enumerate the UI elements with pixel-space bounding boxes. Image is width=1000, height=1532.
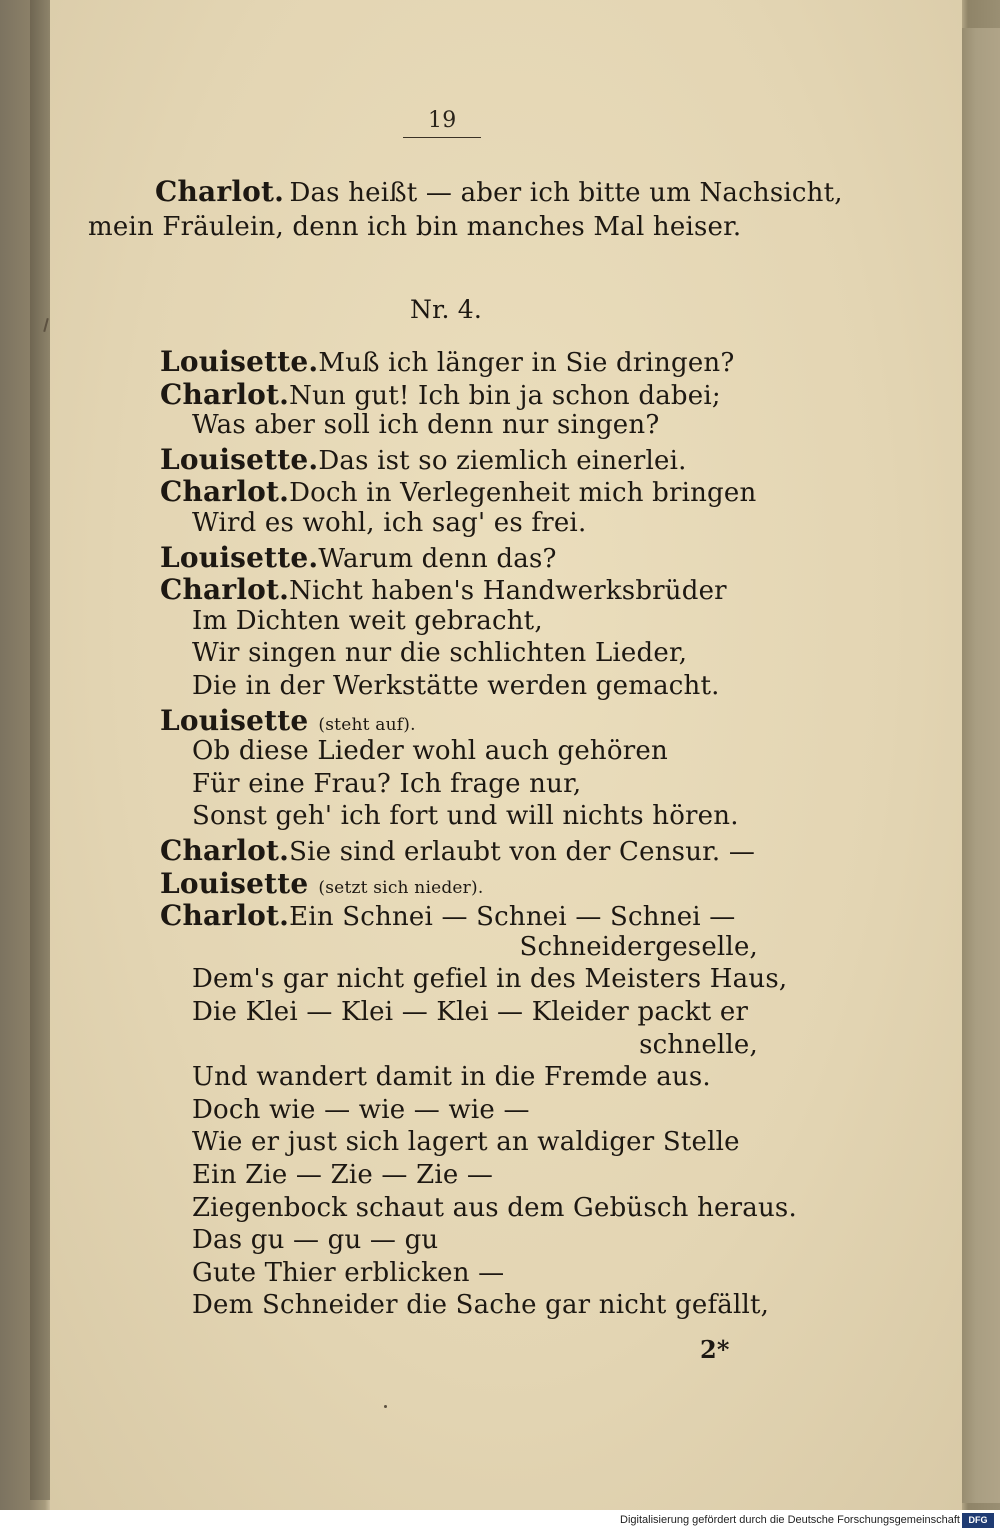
dialogue-text: Sonst geh' ich fort und will nichts hören.	[192, 801, 739, 832]
verse-line	[192, 638, 687, 668]
dialogue-text: Im Dichten weit gebracht,	[192, 605, 543, 636]
dialogue-text: Ziegenbock schaut aus dem Gebüsch heraus.	[192, 1192, 797, 1223]
dialogue-text: Und wandert damit in die Fremde aus.	[192, 1062, 711, 1093]
dialogue-text: Gute Thier erblicken —	[192, 1257, 505, 1288]
verse-line	[192, 997, 748, 1027]
section-heading: Nr. 4.	[410, 295, 483, 324]
verse-line	[639, 1030, 758, 1060]
verse-line	[160, 443, 687, 476]
verse-line	[160, 345, 735, 378]
dialogue-text: Ein Zie — Zie — Zie —	[192, 1160, 494, 1190]
page-number: 19	[428, 108, 457, 133]
speaker-name: Louisette.	[160, 540, 319, 574]
dialogue-text: Ein Schnei — Schnei — Schnei —	[289, 902, 736, 933]
speaker-name: Charlot.	[160, 834, 290, 867]
dialogue-text: Was aber soll ich denn nur singen?	[192, 410, 660, 441]
dialogue-text: Das heißt — aber ich bitte um Nachsicht,	[289, 178, 843, 208]
verse-line	[160, 475, 756, 508]
dfg-logo: DFG	[962, 1513, 994, 1528]
book-edge-left	[30, 0, 50, 1500]
speaker-name: Louisette.	[160, 442, 319, 476]
dialogue-text: Muß ich länger in Sie dringen?	[318, 348, 735, 378]
dialogue-text: Dem's gar nicht gefiel in des Meisters Haus,	[192, 964, 788, 995]
intro-line	[155, 175, 843, 208]
verse-line	[192, 1127, 740, 1157]
dialogue-text: Wie er just sich lagert an waldiger Stelle	[192, 1127, 740, 1158]
verse-line	[192, 801, 739, 831]
verse-line	[160, 541, 557, 574]
dialogue-text: Das gu — gu — gu	[192, 1225, 439, 1256]
speaker-name: Charlot.	[160, 573, 290, 607]
verse-line	[160, 573, 727, 606]
page-number-rule	[403, 137, 481, 138]
dialogue-text: Das ist so ziemlich einerlei.	[318, 445, 687, 476]
dialogue-text: schnelle,	[639, 1029, 758, 1060]
dialogue-text: Die in der Werkstätte werden gemacht.	[192, 671, 720, 701]
verse-line	[192, 410, 659, 440]
dialogue-text: Warum denn das?	[318, 543, 557, 574]
verse-line	[192, 1290, 769, 1320]
signature-mark: 2*	[700, 1335, 730, 1364]
ink-speck	[384, 1405, 387, 1408]
verse-line	[192, 1160, 493, 1190]
speaker-name: Charlot.	[160, 899, 290, 933]
stage-direction: (steht auf).	[318, 714, 416, 735]
dialogue-text: Ob diese Lieder wohl auch gehören	[192, 736, 668, 767]
verse-line	[160, 867, 483, 900]
speaker-name: Charlot.	[155, 175, 285, 208]
footer-credit: Digitalisierung gefördert durch die Deutsche Forschungsgemeinschaft	[620, 1514, 960, 1526]
speaker-name: Charlot.	[160, 475, 290, 509]
dialogue-text: Die Klei — Klei — Klei — Kleider packt er	[192, 997, 749, 1027]
verse-line	[160, 834, 755, 867]
verse-line	[192, 964, 787, 994]
book-edge-right	[960, 28, 1000, 1503]
speaker-name: Louisette.	[160, 345, 319, 378]
verse-line	[192, 1095, 530, 1125]
verse-line	[192, 769, 581, 799]
dialogue-text: Doch wie — wie — wie —	[192, 1094, 530, 1125]
verse-line	[520, 932, 758, 962]
speaker-name: Louisette	[160, 866, 309, 900]
verse-line	[192, 1225, 438, 1255]
dialogue-text: Für eine Frau? Ich frage nur,	[192, 768, 582, 799]
intro-line: mein Fräulein, denn ich bin manches Mal heiser.	[88, 212, 742, 242]
dialogue-text: Wir singen nur die schlichten Lieder,	[192, 638, 688, 669]
verse-line	[192, 1062, 711, 1092]
dialogue-text: Nicht haben's Handwerksbrüder	[289, 576, 727, 607]
speaker-name: Louisette	[160, 703, 309, 737]
verse-line	[192, 1193, 797, 1223]
dialogue-text: Nun gut! Ich bin ja schon dabei;	[289, 380, 721, 411]
stage-direction: (setzt sich nieder).	[318, 877, 484, 898]
dialogue-text: Schneidergeselle,	[519, 931, 758, 962]
verse-line	[160, 704, 416, 737]
dialogue-text: Dem Schneider die Sache gar nicht gefällt,	[192, 1290, 770, 1321]
dialogue-text: Wird es wohl, ich sag' es frei.	[192, 508, 587, 538]
verse-line	[192, 1258, 504, 1288]
speaker-name: Charlot.	[160, 377, 290, 411]
verse-line	[192, 508, 586, 538]
dialogue-text: Sie sind erlaubt von der Censur. —	[289, 837, 756, 867]
verse-line	[160, 378, 721, 411]
verse-line	[192, 671, 720, 701]
verse-line	[160, 899, 735, 932]
verse-line	[192, 606, 543, 636]
dialogue-text: Doch in Verlegenheit mich bringen	[289, 478, 757, 509]
verse-line	[192, 736, 668, 766]
